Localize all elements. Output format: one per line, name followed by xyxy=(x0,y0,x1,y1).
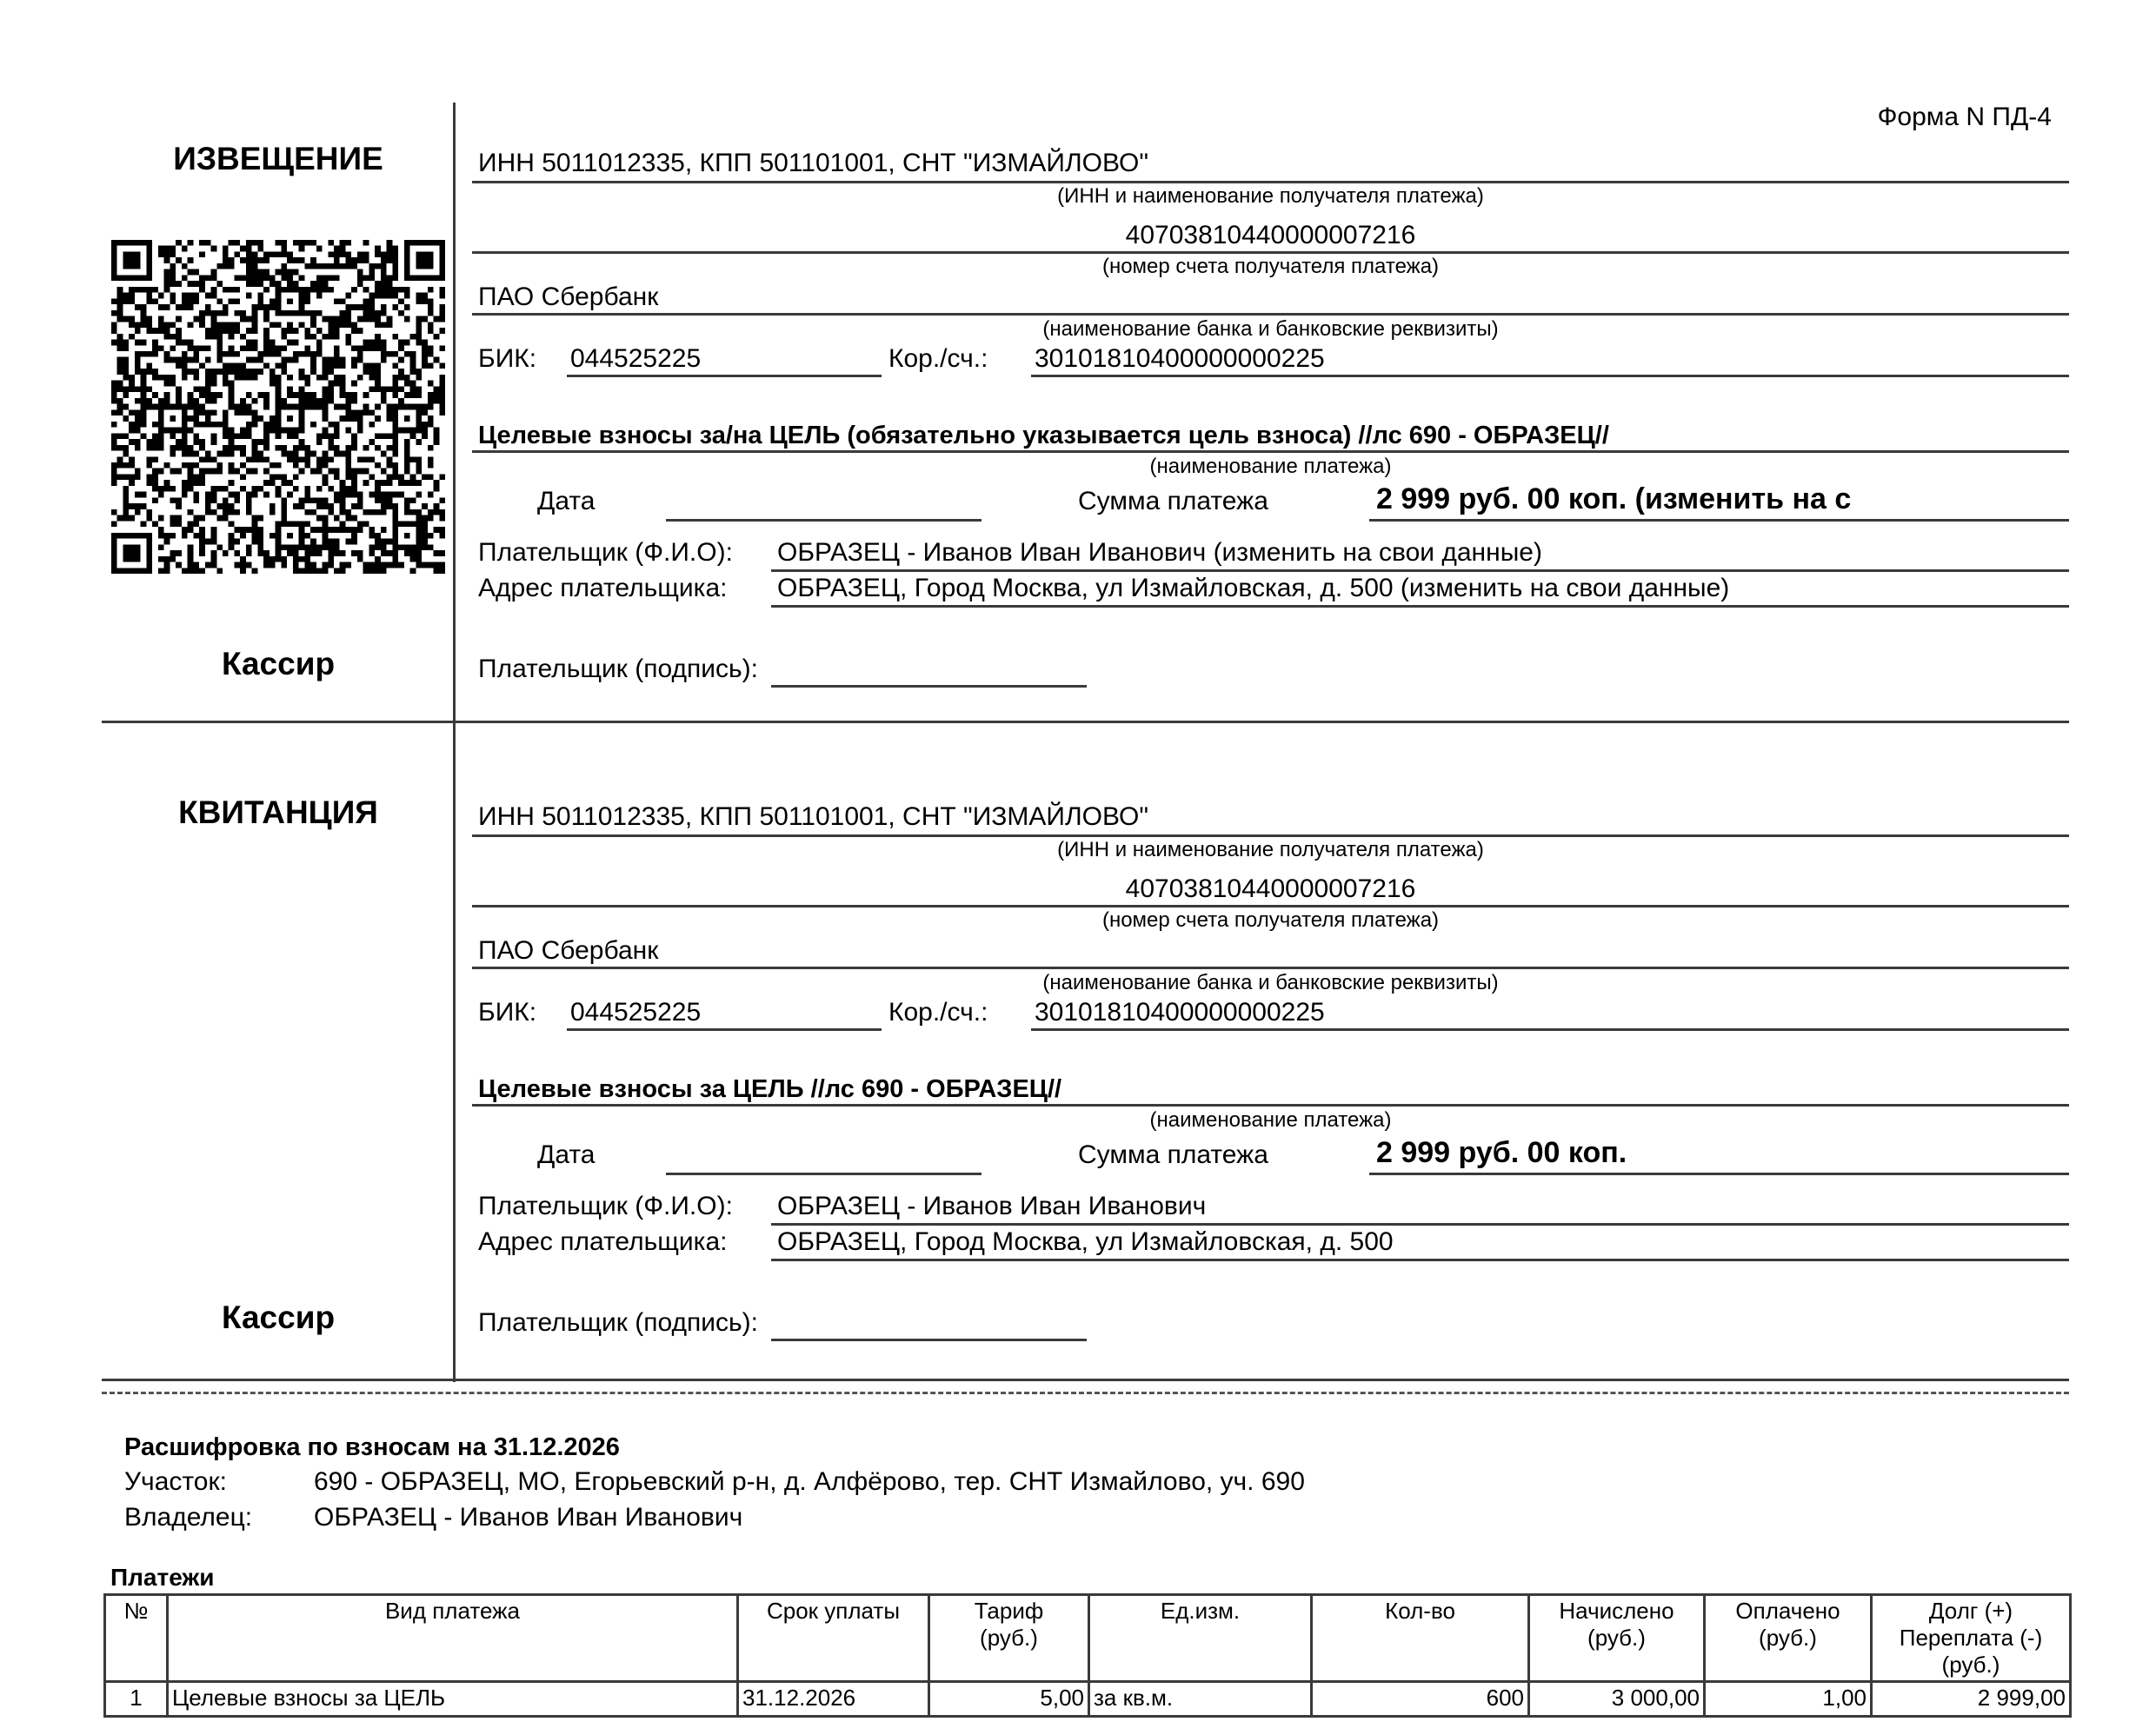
bik-label: БИК: xyxy=(478,998,537,1027)
col-number: № xyxy=(105,1595,168,1682)
bik-underline xyxy=(567,1028,882,1031)
sum-underline xyxy=(1369,519,2069,522)
sum-value: 2 999 руб. 00 коп. xyxy=(1376,1136,1627,1169)
corr-value: 30101810400000000225 xyxy=(1035,344,1325,373)
purpose-value: Целевые взносы за ЦЕЛЬ //лс 690 - ОБРАЗЕЦ// xyxy=(478,1075,1062,1103)
account-underline xyxy=(472,251,2069,254)
qr-code-icon xyxy=(111,240,445,574)
plot-label: Участок: xyxy=(124,1467,227,1496)
bank-underline xyxy=(472,967,2069,969)
account-value: 40703810440000007216 xyxy=(1125,874,1416,903)
table-header-row xyxy=(105,1595,2071,1682)
corr-underline xyxy=(1031,375,2069,377)
col-unit: Ед.изм. xyxy=(1089,1595,1312,1682)
signature-label: Плательщик (подпись): xyxy=(478,1308,758,1337)
bank-caption: (наименование банка и банковские реквизиты) xyxy=(1042,971,1499,994)
recipient-value: ИНН 5011012335, КПП 501101001, СНТ "ИЗМАЙЛОВО" xyxy=(478,149,1148,177)
account-underline xyxy=(472,905,2069,907)
corr-label: Кор./сч.: xyxy=(888,998,988,1027)
date-field[interactable] xyxy=(666,519,982,522)
cell-payment-type: Целевые взносы за ЦЕЛЬ xyxy=(168,1682,738,1717)
col-balance: Долг (+) Переплата (-) (руб.) xyxy=(1872,1595,2071,1682)
cell-balance: 2 999,00 xyxy=(1872,1682,2071,1717)
notice-title: ИЗВЕЩЕНИЕ xyxy=(173,141,383,176)
signature-field[interactable] xyxy=(771,1339,1087,1341)
bank-underline xyxy=(472,313,2069,316)
bik-value: 044525225 xyxy=(570,344,702,373)
sum-underline xyxy=(1369,1173,2069,1175)
recipient-underline xyxy=(472,181,2069,183)
payments-title: Платежи xyxy=(110,1564,215,1591)
table-row xyxy=(105,1682,2071,1717)
cell-due-date: 31.12.2026 xyxy=(738,1682,929,1717)
corr-value: 30101810400000000225 xyxy=(1035,998,1325,1027)
account-caption: (номер счета получателя платежа) xyxy=(1101,255,1440,278)
signature-field[interactable] xyxy=(771,685,1087,688)
purpose-underline xyxy=(472,1104,2069,1107)
cell-unit: за кв.м. xyxy=(1089,1682,1312,1717)
account-value: 40703810440000007216 xyxy=(1125,221,1416,249)
notice-cashier: Кассир xyxy=(221,646,336,681)
corr-underline xyxy=(1031,1028,2069,1031)
receipt-title: КВИТАНЦИЯ xyxy=(178,794,378,830)
address-value: ОБРАЗЕЦ, Город Москва, ул Измайловская, д. 500 xyxy=(777,1227,1394,1256)
receipt-cashier: Кассир xyxy=(221,1300,336,1335)
cell-number: 1 xyxy=(105,1682,168,1717)
payer-value: ОБРАЗЕЦ - Иванов Иван Иванович (изменить на свои данные) xyxy=(777,538,1542,567)
owner-value: ОБРАЗЕЦ - Иванов Иван Иванович xyxy=(314,1503,743,1532)
payer-value: ОБРАЗЕЦ - Иванов Иван Иванович xyxy=(777,1192,1207,1220)
col-quantity: Кол-во xyxy=(1312,1595,1529,1682)
sum-label: Сумма платежа xyxy=(1078,1140,1268,1169)
address-underline xyxy=(771,1259,2069,1261)
bank-value: ПАО Сбербанк xyxy=(478,936,659,965)
bank-value: ПАО Сбербанк xyxy=(478,283,659,311)
form-number: Форма N ПД-4 xyxy=(1877,103,2052,131)
address-underline xyxy=(771,605,2069,608)
section-divider xyxy=(102,721,2069,723)
bottom-divider xyxy=(102,1379,2069,1381)
col-payment-type: Вид платежа xyxy=(168,1595,738,1682)
cell-paid: 1,00 xyxy=(1705,1682,1872,1717)
bik-value: 044525225 xyxy=(570,998,702,1027)
cell-tariff: 5,00 xyxy=(929,1682,1089,1717)
signature-label: Плательщик (подпись): xyxy=(478,655,758,683)
cut-line xyxy=(102,1392,2069,1394)
plot-value: 690 - ОБРАЗЕЦ, МО, Егорьевский р-н, д. Алфёрово, тер. СНТ Измайлово, уч. 690 xyxy=(314,1467,1305,1496)
account-caption: (номер счета получателя платежа) xyxy=(1101,908,1440,932)
corr-label: Кор./сч.: xyxy=(888,344,988,373)
cell-charged: 3 000,00 xyxy=(1529,1682,1705,1717)
recipient-caption: (ИНН и наименование получателя платежа) xyxy=(1057,184,1484,208)
vertical-divider xyxy=(453,103,456,1382)
payer-label: Плательщик (Ф.И.О): xyxy=(478,1192,733,1220)
col-paid: Оплачено (руб.) xyxy=(1705,1595,1872,1682)
address-label: Адрес плательщика: xyxy=(478,574,728,602)
payer-underline xyxy=(771,1223,2069,1226)
breakdown-title: Расшифровка по взносам на 31.12.2026 xyxy=(124,1433,620,1461)
col-due-date: Срок уплаты xyxy=(738,1595,929,1682)
date-label: Дата xyxy=(537,487,596,515)
date-field[interactable] xyxy=(666,1173,982,1175)
recipient-value: ИНН 5011012335, КПП 501101001, СНТ "ИЗМАЙЛОВО" xyxy=(478,802,1148,831)
sum-value: 2 999 руб. 00 коп. (изменить на с xyxy=(1376,482,1852,515)
col-tariff: Тариф (руб.) xyxy=(929,1595,1089,1682)
payer-underline xyxy=(771,569,2069,572)
date-label: Дата xyxy=(537,1140,596,1169)
recipient-caption: (ИНН и наименование получателя платежа) xyxy=(1057,838,1484,861)
payments-table xyxy=(103,1593,2072,1718)
sum-label: Сумма платежа xyxy=(1078,487,1268,515)
bik-label: БИК: xyxy=(478,344,537,373)
recipient-underline xyxy=(472,834,2069,837)
qr-modules xyxy=(111,240,445,574)
owner-label: Владелец: xyxy=(124,1503,253,1532)
col-charged: Начислено (руб.) xyxy=(1529,1595,1705,1682)
bank-caption: (наименование банка и банковские реквизиты) xyxy=(1042,317,1499,341)
purpose-value: Целевые взносы за/на ЦЕЛЬ (обязательно указывается цель взноса) //лс 690 - ОБРАЗЕЦ// xyxy=(478,422,1609,449)
address-label: Адрес плательщика: xyxy=(478,1227,728,1256)
purpose-caption: (наименование платежа) xyxy=(1149,1108,1392,1132)
purpose-caption: (наименование платежа) xyxy=(1149,455,1392,478)
bik-underline xyxy=(567,375,882,377)
address-value: ОБРАЗЕЦ, Город Москва, ул Измайловская, д. 500 (изменить на свои данные) xyxy=(777,574,1730,602)
cell-quantity: 600 xyxy=(1312,1682,1529,1717)
payer-label: Плательщик (Ф.И.О): xyxy=(478,538,733,567)
purpose-underline xyxy=(472,450,2069,453)
